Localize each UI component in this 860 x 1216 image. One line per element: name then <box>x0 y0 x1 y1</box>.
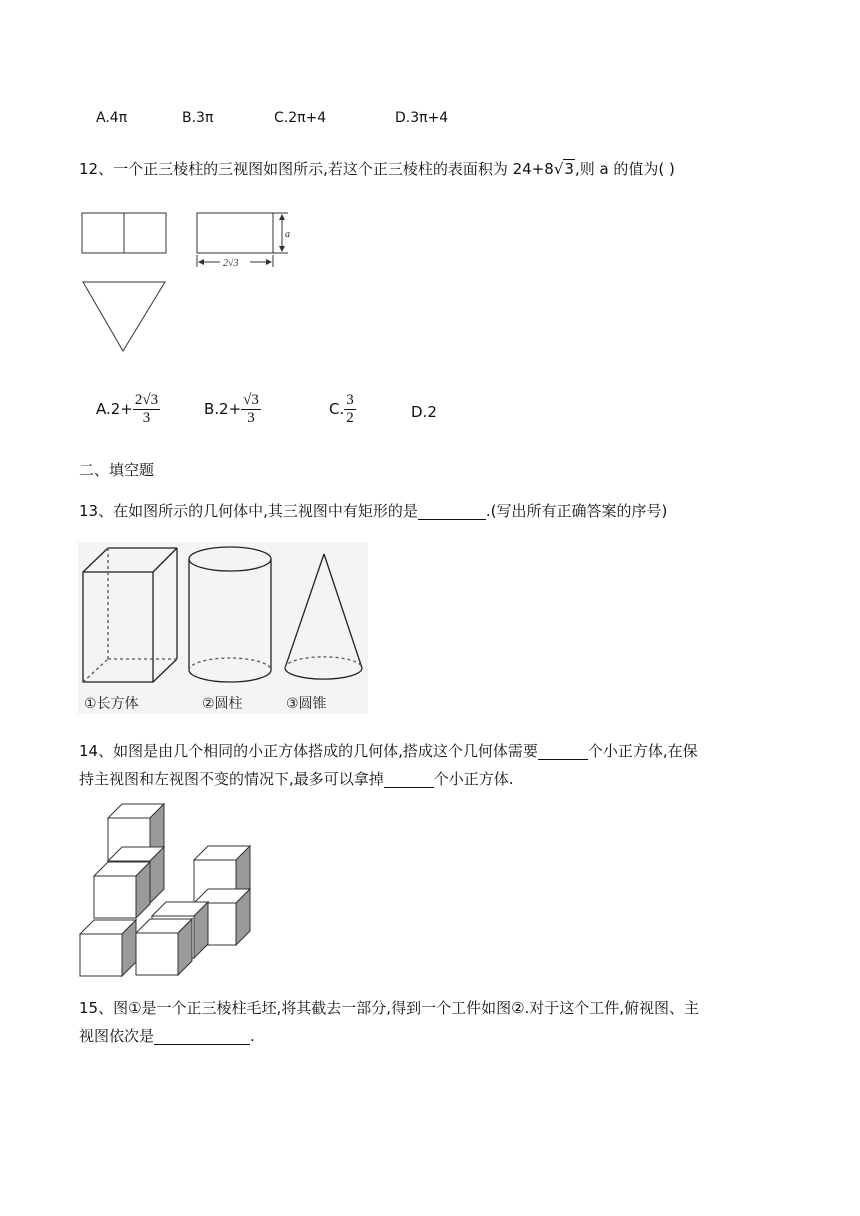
fraction <box>133 392 160 427</box>
answer-blank[interactable] <box>154 1028 250 1045</box>
side-view <box>197 213 288 267</box>
dimension-label-a: a <box>285 229 290 240</box>
cube-stack <box>80 804 250 976</box>
fraction-numerator: 2√3 <box>134 392 159 408</box>
q12-stem-text: 12、一个正三棱柱的三视图如图所示,若这个正三棱柱的表面积为 24+8 <box>79 160 554 178</box>
q12-option-a <box>96 392 160 427</box>
dimension-arrows <box>198 214 285 265</box>
fraction-numerator: 3 <box>346 392 354 408</box>
sqrt-symbol: √ <box>553 160 564 178</box>
caption-cuboid: ①长方体 <box>84 696 139 712</box>
q15-stem-line2 <box>79 1025 255 1047</box>
q11-option-c: C.2π+4 <box>274 110 327 126</box>
top-view-triangle <box>83 282 165 351</box>
q14-line2-text-end: 个小正方体. <box>433 770 514 788</box>
answer-blank[interactable] <box>418 503 486 520</box>
answer-blank[interactable] <box>384 771 434 788</box>
q12-option-b-prefix: B.2+ <box>204 400 242 418</box>
fraction-denominator: 3 <box>142 410 151 426</box>
q13-solids-figure <box>78 542 368 714</box>
q14-line1-text-end: 个小正方体,在保 <box>587 742 698 760</box>
q14-line1-text: 14、如图是由几个相同的小正方体搭成的几何体,搭成这个几何体需要 <box>79 742 538 760</box>
fraction <box>344 392 356 427</box>
q13-stem <box>79 500 667 522</box>
q11-option-d: D.3π+4 <box>395 110 449 126</box>
q12-stem-radicand: 3 <box>564 160 574 178</box>
q12-option-c-prefix: C. <box>329 400 345 418</box>
q14-stem-line2 <box>79 768 514 790</box>
dimension-label-width: 2√3 <box>223 258 239 269</box>
q13-stem-text-end: .(写出所有正确答案的序号) <box>485 502 668 520</box>
q12-stem <box>79 158 675 180</box>
q15-stem-line1: 15、图①是一个正三棱柱毛坯,将其截去一部分,得到一个工件如图②.对于这个工件,俯视图、主 <box>79 999 700 1017</box>
fraction-denominator: 3 <box>247 410 255 426</box>
q12-option-d: D.2 <box>411 403 437 421</box>
fraction-denominator: 2 <box>346 410 354 426</box>
q15-line2-text-end: . <box>250 1027 255 1045</box>
q12-stem-text-end: ,则 a 的值为( ) <box>574 160 675 178</box>
q13-stem-text: 13、在如图所示的几何体中,其三视图中有矩形的是 <box>79 502 418 520</box>
front-view <box>82 213 166 253</box>
q12-option-b <box>204 392 261 427</box>
caption-cylinder: ②圆柱 <box>202 696 243 712</box>
q11-option-b: B.3π <box>182 110 214 126</box>
q12-option-a-prefix: A.2+ <box>96 400 133 418</box>
answer-blank[interactable] <box>538 743 588 760</box>
section-heading: 二、填空题 <box>79 461 155 479</box>
q15-line2-text: 视图依次是 <box>79 1027 155 1045</box>
q11-option-a: A.4π <box>96 110 128 126</box>
caption-cone: ③圆锥 <box>286 696 327 712</box>
fraction <box>241 392 261 427</box>
q14-cubes-figure <box>78 802 254 978</box>
q14-stem-line1 <box>79 740 698 762</box>
q14-line2-text: 持主视图和左视图不变的情况下,最多可以拿掉 <box>79 770 384 788</box>
fraction-numerator: √3 <box>243 392 259 408</box>
q12-option-c <box>329 392 356 427</box>
q12-three-view-figure <box>76 206 296 356</box>
